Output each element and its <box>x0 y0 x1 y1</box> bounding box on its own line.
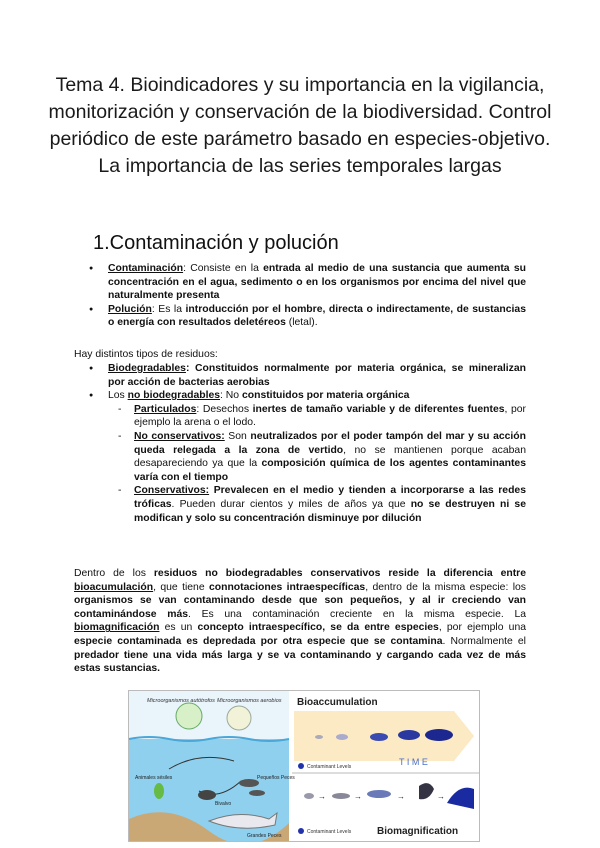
label-bivalvo: Bivalvo <box>215 801 232 807</box>
label-micro-autotrofos: Microorganismos autótrofos <box>147 698 215 704</box>
list-item-contaminacion: ● Contaminación: Consiste en la entrada al medio de una sustancia que aumenta su concentración en el agua, sedimento o en los organismos por encima del nivel que naturalmente presenta <box>82 262 526 303</box>
svg-text:→: → <box>318 792 326 801</box>
list-item-no-biodegradables: ● Los no biodegradables: No constituidos por materia orgánica <box>82 389 526 403</box>
contaminant-levels-1: Contaminant Levels <box>307 764 352 770</box>
definitions-list <box>82 262 526 330</box>
label-grandes-peces: Grandes Peces <box>247 833 282 839</box>
sublist-item-particulados: - Particulados: Desechos inertes de tamaño variable y de diferentes fuentes, por ejemplo la arena o el lodo. <box>108 403 526 430</box>
bioaccumulation-figure <box>128 690 480 842</box>
list-item-polucion: ● Polución: Es la introducción por el hombre, directa o indirectamente, de sustancias o energía con resultados deletéreos (letal). <box>82 303 526 330</box>
label-micro-aerobios: Microorganismos aerobios <box>217 698 282 704</box>
time-label: T I M E <box>399 757 428 767</box>
figure-illustration <box>129 691 479 841</box>
label-pequenos-peces: Pequeños Peces <box>257 775 295 781</box>
sublist-item-conservativos: - Conservativos: Prevalecen en el medio y tienden a incorporarse a las redes tróficas. Pueden durar cientos y miles de años ya que no se destruyen ni se modifican y solo su concentración disminuye por dilución <box>108 484 526 525</box>
page-title: Tema 4. Bioindicadores y su importancia en la vigilancia, monitorización y conservación de la biodiversidad. Control periódico de este parámetro basado en especies-objetivo. La importancia de las series temporales largas <box>48 74 552 177</box>
contaminant-levels-2: Contaminant Levels <box>307 829 352 835</box>
svg-text:→: → <box>437 792 445 801</box>
label-animales-sesiles: Animales sésiles <box>135 775 173 781</box>
residuos-list <box>82 362 526 525</box>
sublist-item-no-conservativos: - No conservativos: Son neutralizados por el poder tampón del mar y su acción queda relegada a la zona de vertido, no se mantienen porque acaban desapareciendo ya que la composición química de los agentes contaminantes varía con el tiempo <box>108 430 526 484</box>
biomagnification-heading: Biomagnification <box>377 826 459 837</box>
body-paragraph: Dentro de los residuos no biodegradables conservativos reside la diferencia entre bioacumulación, que tiene connotaciones intraespecíficas, dentro de la misma especie: los organismos se van contaminando desde que son pequeños, y al ir creciendo van contaminándose más. Es una contaminación creciente en la misma especie. La biomagnificación es un concepto intraespecífico, se da entre especies, por ejemplo una especie contaminada es depredada por otra especie que se contamina. Normalmente el predador tiene una vida más larga y se va contaminando y cargando cada vez de más estas sustancias. <box>74 568 527 675</box>
residuos-intro: Hay distintos tipos de residuos: <box>74 349 218 360</box>
list-item-biodegradables: ● Biodegradables: Constituidos normalmente por materia orgánica, se mineralizan por acción de bacterias aerobias <box>82 362 526 389</box>
svg-text:→: → <box>397 792 405 801</box>
bioaccumulation-heading: Bioaccumulation <box>297 697 378 708</box>
section-heading: 1.Contaminación y polución <box>93 232 339 254</box>
svg-text:→: → <box>354 792 362 801</box>
